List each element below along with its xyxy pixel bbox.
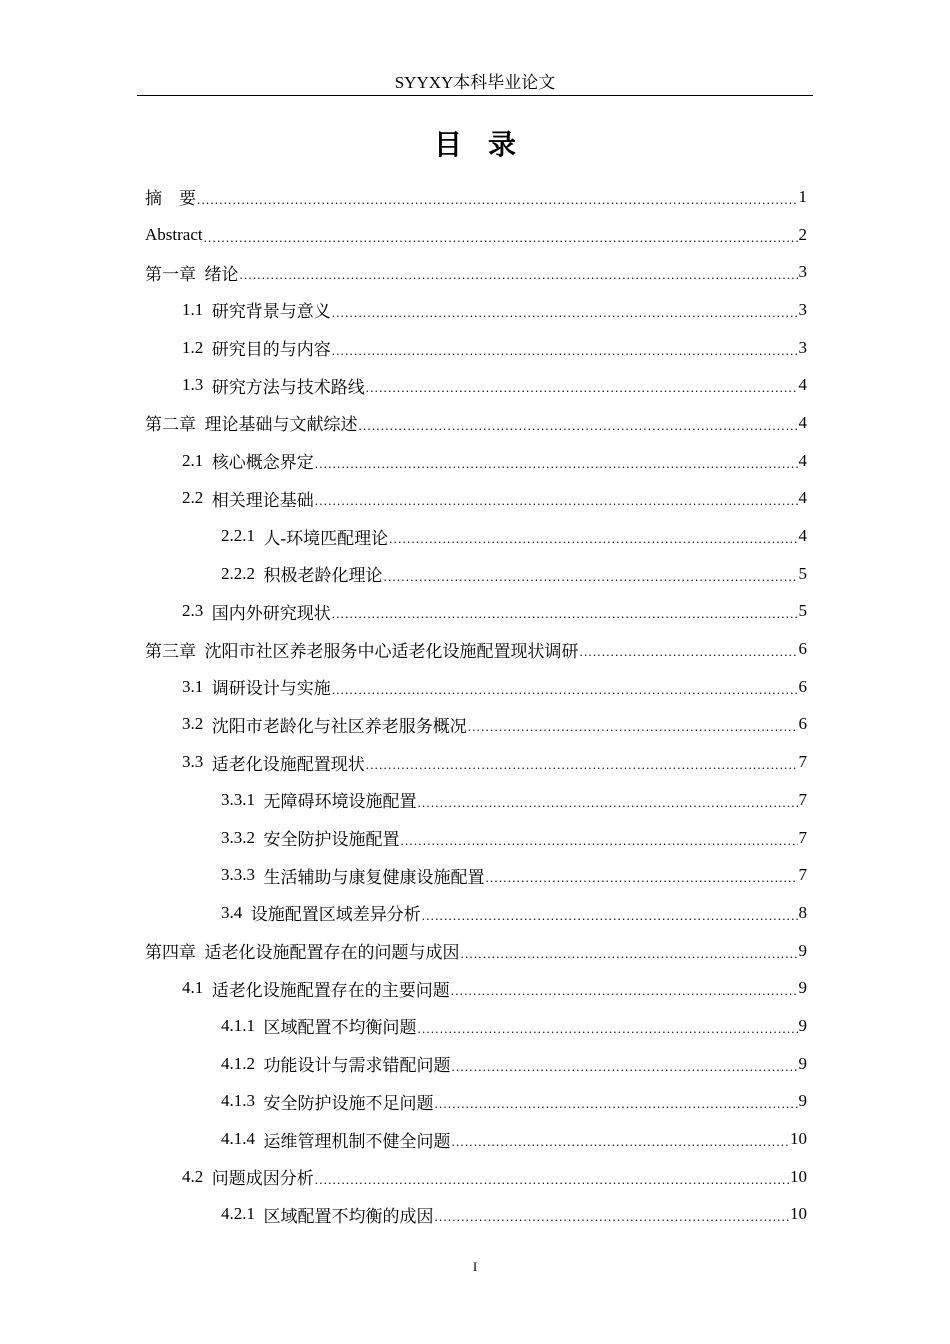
toc-entry-title: 无障碍环境设施配置 [263, 792, 417, 812]
toc-entry-title: 运维管理机制不健全问题 [263, 1131, 451, 1151]
toc-entry[interactable] [145, 593, 807, 631]
toc-entry[interactable] [145, 969, 807, 1007]
toc-leader-dots [461, 946, 798, 962]
toc-entry-page: 7 [798, 752, 807, 772]
toc-entry-number: 2.1 [182, 450, 212, 470]
toc-leader-dots [452, 1134, 790, 1150]
toc-entry-number: 3.3.1 [221, 789, 264, 809]
toc-leader-dots [366, 380, 798, 396]
toc-entry[interactable] [145, 706, 807, 744]
toc-entry-page: 9 [798, 1053, 807, 1073]
toc-entry-page: 9 [798, 978, 807, 998]
toc-entry[interactable] [145, 1007, 807, 1045]
toc-entry[interactable] [145, 1120, 807, 1158]
toc-entry[interactable] [145, 366, 807, 404]
toc-entry[interactable] [145, 253, 807, 291]
toc-entry-title: 调研设计与实施 [211, 679, 331, 699]
toc-entry-number: 4.1.4 [221, 1129, 264, 1149]
toc-entry-page: 5 [798, 601, 807, 621]
toc-leader-dots [580, 644, 798, 660]
toc-entry[interactable] [145, 630, 807, 668]
toc-entry[interactable] [145, 743, 807, 781]
toc-leader-dots [359, 418, 798, 434]
toc-entry-title: 设施配置区域差异分析 [250, 905, 421, 925]
toc-entry[interactable] [145, 291, 807, 329]
toc-leader-dots [315, 493, 798, 509]
toc-entry[interactable] [145, 1196, 807, 1234]
toc-entry-page: 6 [798, 676, 807, 696]
toc-leader-dots [486, 870, 798, 886]
toc-leader-dots [451, 983, 798, 999]
toc-entry-number: 1.2 [182, 337, 212, 357]
toc-entry-title: 相关理论基础 [211, 490, 314, 510]
toc-leader-dots [401, 833, 798, 849]
toc-entry-title: 研究目的与内容 [211, 340, 331, 360]
toc-entry-page: 1 [798, 186, 807, 206]
toc-leader-dots [435, 1096, 798, 1112]
toc-entry-page: 10 [790, 1129, 807, 1149]
toc-entry-page: 4 [798, 375, 807, 395]
toc-leader-dots [315, 456, 798, 472]
toc-entry-number: 2.2 [182, 488, 212, 508]
toc-entry-title: 区域配置不均衡的成因 [263, 1206, 434, 1226]
toc-leader-dots [204, 230, 798, 246]
toc-leader-dots [332, 606, 798, 622]
toc-entry-page: 10 [790, 1204, 807, 1224]
toc-entry-number: 1.1 [182, 299, 212, 319]
toc-entry-number: 3.3.2 [221, 827, 264, 847]
toc-entry-title: 积极老龄化理论 [263, 566, 383, 586]
toc-entry-page: 6 [798, 639, 807, 659]
toc-entry-page: 4 [798, 488, 807, 508]
toc-entry-title: 适老化设施配置现状 [211, 754, 365, 774]
toc-entry-title: 第三章 沈阳市社区养老服务中心适老化设施配置现状调研 [145, 641, 579, 661]
toc-entry[interactable] [145, 668, 807, 706]
toc-entry-title: 安全防护设施不足问题 [263, 1093, 434, 1113]
toc-entry-number: 3.3.3 [221, 865, 264, 885]
toc-entry-number: 3.4 [221, 902, 251, 922]
toc-entry-title: 功能设计与需求错配问题 [263, 1056, 451, 1076]
toc-entry-number: 4.1.2 [221, 1053, 264, 1073]
toc-entry[interactable] [145, 1158, 807, 1196]
toc-entry-page: 7 [798, 789, 807, 809]
toc-title: 目录 [433, 128, 542, 161]
toc-leader-dots [332, 305, 798, 321]
toc-entry-title: 生活辅助与康复健康设施配置 [263, 867, 485, 887]
toc-entry-number: 3.1 [182, 676, 212, 696]
toc-entry-page: 7 [798, 827, 807, 847]
toc-leader-dots [435, 1209, 790, 1225]
header-text: SYYXY本科毕业论文 [394, 73, 556, 92]
toc-entry-title: 摘 要 [145, 189, 196, 209]
toc-entry-page: 4 [798, 526, 807, 546]
toc-entry[interactable] [145, 329, 807, 367]
toc-entry-title: 问题成因分析 [211, 1169, 314, 1189]
toc-entry-page: 3 [798, 337, 807, 357]
toc-entry[interactable] [145, 178, 807, 216]
toc-entry-title: 第四章 适老化设施配置存在的问题与成因 [145, 943, 460, 963]
toc-entry-title: 区域配置不均衡问题 [263, 1018, 417, 1038]
toc-leader-dots [332, 682, 798, 698]
toc-entry[interactable] [145, 216, 807, 254]
toc-entry-title: 研究背景与意义 [211, 302, 331, 322]
page-number: I [472, 1259, 478, 1274]
toc-leader-dots [240, 267, 798, 283]
toc-entry-number: 2.3 [182, 601, 212, 621]
toc-entry-title: Abstract [145, 224, 203, 244]
toc-entry[interactable] [145, 932, 807, 970]
toc-entry-page: 4 [798, 450, 807, 470]
toc-leader-dots [422, 908, 798, 924]
toc-entry-page: 6 [798, 714, 807, 734]
toc-entry-title: 人-环境匹配理论 [263, 528, 389, 548]
toc-entry[interactable] [145, 442, 807, 480]
toc-entry[interactable] [145, 856, 807, 894]
toc-entry[interactable] [145, 1083, 807, 1121]
toc-entry-page: 9 [798, 1015, 807, 1035]
toc-entry-title: 沈阳市老龄化与社区养老服务概况 [211, 716, 467, 736]
toc-entry-page: 3 [798, 262, 807, 282]
toc-leader-dots [418, 795, 798, 811]
toc-entry-title: 第二章 理论基础与文献综述 [145, 415, 358, 435]
toc-leader-dots [366, 757, 798, 773]
toc-leader-dots [389, 531, 797, 547]
page-header [137, 70, 813, 96]
toc-leader-dots [418, 1021, 798, 1037]
toc-leader-dots [332, 343, 798, 359]
toc-entry-page: 3 [798, 299, 807, 319]
table-of-contents [145, 178, 807, 1233]
toc-entry-number: 4.1.1 [221, 1015, 264, 1035]
toc-entry-page: 10 [790, 1166, 807, 1186]
toc-entry-title: 研究方法与技术路线 [211, 377, 365, 397]
toc-entry-title: 安全防护设施配置 [263, 830, 400, 850]
toc-leader-dots [384, 569, 798, 585]
toc-entry-number: 2.2.1 [221, 526, 264, 546]
toc-entry[interactable] [145, 1045, 807, 1083]
toc-entry-page: 5 [798, 563, 807, 583]
toc-entry[interactable] [145, 517, 807, 555]
toc-entry-page: 8 [798, 902, 807, 922]
toc-entry-title: 适老化设施配置存在的主要问题 [211, 980, 450, 1000]
toc-entry-page: 2 [798, 224, 807, 244]
toc-entry[interactable] [145, 819, 807, 857]
toc-entry-page: 9 [798, 940, 807, 960]
toc-leader-dots [468, 719, 798, 735]
toc-entry[interactable] [145, 894, 807, 932]
toc-entry-number: 4.2.1 [221, 1204, 264, 1224]
toc-entry-number: 4.2 [182, 1166, 212, 1186]
toc-entry-title: 核心概念界定 [211, 453, 314, 473]
toc-entry-number: 2.2.2 [221, 563, 264, 583]
toc-leader-dots [452, 1059, 798, 1075]
toc-entry-title: 第一章 绪论 [145, 264, 239, 284]
toc-entry-number: 4.1.3 [221, 1091, 264, 1111]
toc-entry-number: 4.1 [182, 978, 212, 998]
toc-entry[interactable] [145, 781, 807, 819]
toc-entry[interactable] [145, 555, 807, 593]
toc-entry-page: 9 [798, 1091, 807, 1111]
toc-entry[interactable] [145, 480, 807, 518]
toc-leader-dots [315, 1172, 789, 1188]
toc-entry-page: 7 [798, 865, 807, 885]
toc-entry-number: 3.2 [182, 714, 212, 734]
toc-entry-page: 4 [798, 412, 807, 432]
toc-leader-dots [197, 192, 798, 208]
toc-entry[interactable] [145, 404, 807, 442]
toc-entry-title: 国内外研究现状 [211, 603, 331, 623]
toc-entry-number: 1.3 [182, 375, 212, 395]
toc-entry-number: 3.3 [182, 752, 212, 772]
